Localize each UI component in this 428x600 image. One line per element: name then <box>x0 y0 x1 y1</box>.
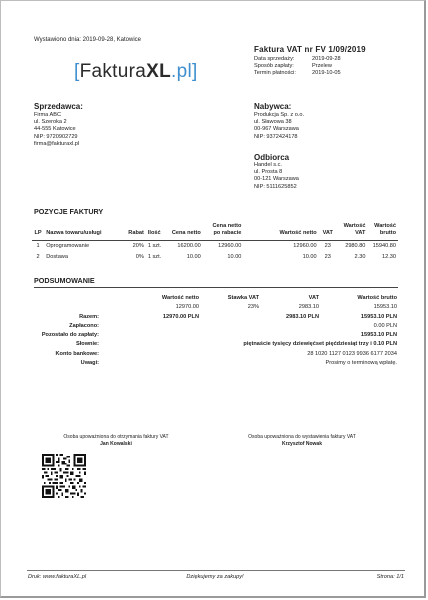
meta-row-sale-date: Data sprzedaży: 2019-09-28 <box>254 56 341 62</box>
issue-date-place: Wystawiono dnia: 2019-09-28, Katowice <box>34 37 142 43</box>
summary-notes-row: Uwagi: Prosimy o terminową wpłatę. <box>80 360 397 367</box>
items-header-row <box>32 223 398 241</box>
items-table <box>32 223 398 263</box>
summary-divider <box>34 287 398 288</box>
col-discount: Rabat <box>128 230 144 236</box>
summary-account-row: Konto bankowe: 28 1020 1127 0123 9936 6177 2034 <box>55 350 397 357</box>
summary-paid-row: Zapłacono: 0.00 PLN <box>69 322 397 329</box>
table-row: 1 Oprogramowanie 20% 1 szt. 16200.00 12960.00 12960.00 23 2980.80 15940.80 <box>32 241 398 253</box>
col-gross: Wartość brutto <box>374 223 396 236</box>
items-heading: POZYCJE FAKTURY <box>34 207 104 216</box>
col-vat-value: Wartość VAT <box>343 223 366 236</box>
recipient-address: Handel s.c. ul. Prosta 8 00-121 Warszawa NIP: 5111625852 <box>254 162 299 190</box>
seller-address: Firma ABC ul. Szeroka 2 44-555 Katowice NIP: 9720902729 firma@fakturaxl.pl <box>34 112 80 147</box>
meta-row-payment-method: Sposób zapłaty: Przelew <box>254 63 332 69</box>
col-name: Nazwa towaru/usługi <box>46 230 102 236</box>
col-lp: LP <box>34 230 42 236</box>
summary-header-row: Wartość netto Stawka VAT VAT Wartość brutto <box>161 295 397 301</box>
buyer-address: Produkcja Sp. z o.o. ul. Sławowa 38 00-967 Warszawa NIP: 9372424178 <box>254 112 305 140</box>
seller-heading: Sprzedawca: <box>34 102 83 111</box>
signature-receiver: Osoba upoważniona do otrzymania faktury VAT Jan Kowalski <box>63 434 169 447</box>
table-row: 2 Dostawa 0% 1 szt. 10.00 10.00 10.00 23 2.30 12.30 <box>36 254 396 260</box>
signature-issuer: Osoba upoważniona do wystawienia faktury VAT Krzysztof Nowak <box>248 434 356 447</box>
col-net-value: Wartość netto <box>279 230 317 236</box>
recipient-heading: Odbiorca <box>254 153 290 162</box>
fakturaxl-logo: [FakturaXL.pl] <box>74 61 198 82</box>
buyer-heading: Nabywca: <box>254 102 292 111</box>
col-net-after-discount: Cena netto po rabacie <box>212 223 242 236</box>
footer-divider <box>27 570 405 571</box>
col-net-price: Cena netto <box>171 230 201 236</box>
col-qty: Ilość <box>147 230 161 236</box>
summary-due-row: Pozostało do zapłaty: 15953.10 PLN <box>41 332 397 339</box>
col-vat-rate: VAT <box>322 230 333 236</box>
invoice-title: Faktura VAT nr FV 1/09/2019 <box>254 45 366 54</box>
qr-code-icon <box>42 454 86 498</box>
summary-table <box>34 294 398 368</box>
meta-row-due-date: Termin płatności: 2019-10-05 <box>254 70 341 76</box>
summary-heading: PODSUMOWANIE <box>34 276 95 285</box>
summary-total-row: Razem: 12970.00 PLN 2983.10 PLN 15953.10 PLN <box>79 313 397 320</box>
summary-words-row: Słownie: piętnaście tysięcy dziewięćset pięćdziesiąt trzy i 0.10 PLN <box>76 341 397 348</box>
footer-print-link: Druk: www.fakturaXL.pl <box>28 574 87 580</box>
summary-rate-row: 12970.00 23% 2983.10 15953.10 <box>175 304 397 311</box>
footer-page-number: Strona: 1/1 <box>376 574 404 580</box>
footer-thanks: Dziękujemy za zakupy! <box>186 574 244 580</box>
invoice-meta <box>254 56 341 77</box>
